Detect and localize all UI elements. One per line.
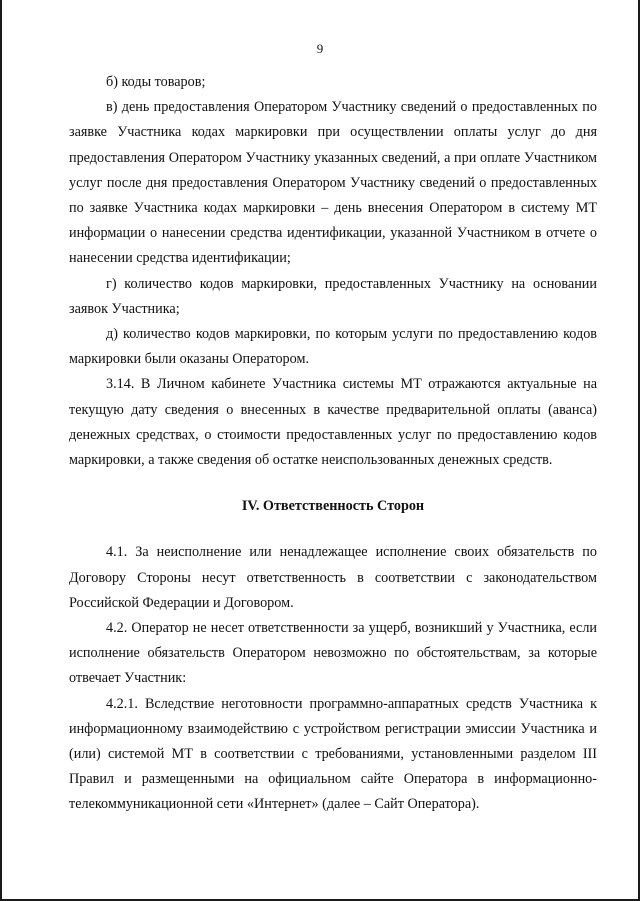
clause-3-14: 3.14. В Личном кабинете Участника системы МТ отражаются актуальные на текущую дату сведения о внесенных в качестве предварительной оплаты (аванса) денежных средствах, о стоимости предоставленных услуг по предоставлению кодов маркировки, а также сведения об остатке неиспользованных денежных средств. (69, 376, 597, 469)
scan-border-left (0, 0, 2, 901)
clause-4-2-1: 4.2.1. Вследствие неготовности программно-аппаратных средств Участника к информационному взаимодействию с устройством регистрации эмиссии Участника и (или) системой МТ в соответствии с требованиями, установленными разделом III Правил и размещенными на официальном сайте Оператора в информационно-телекоммуникационной сети «Интернет» (далее – Сайт Оператора). (69, 695, 597, 813)
page-number: 9 (316, 41, 324, 56)
list-item-g: г) количество кодов маркировки, предоставленных Участнику на основании заявок Участника; (69, 275, 597, 317)
list-item-b: б) коды товаров; (106, 74, 206, 90)
list-item-d: д) количество кодов маркировки, по которым услуги по предоставлению кодов маркировки были оказаны Оператором. (69, 326, 597, 368)
list-item-v: в) день предоставления Оператором Участнику сведений о предоставленных по заявке Участника кодах маркировки при осуществлении оплаты услуг до дня предоставления Оператором Участнику указанных сведений, а при оплате Участником услуг после дня предоставления Оператором Участнику сведений о предоставленных по заявке Участника кодах маркировки – день внесения Оператором в систему МТ информации о нанесении средства идентификации, указанной Участником в отчете о нанесении средства идентификации; (69, 99, 597, 267)
document-body (69, 70, 597, 818)
clause-4-1: 4.1. За неисполнение или ненадлежащее исполнение своих обязательств по Договору Стороны несут ответственность в соответствии с законодательством Российской Федерации и Договором. (69, 544, 597, 611)
section-heading: IV. Ответственность Сторон (241, 498, 425, 515)
clause-4-2: 4.2. Оператор не несет ответственности за ущерб, возникший у Участника, если исполнение обязательств Оператором невозможно по обстоятельствам, за которые отвечает Участник: (69, 620, 597, 687)
